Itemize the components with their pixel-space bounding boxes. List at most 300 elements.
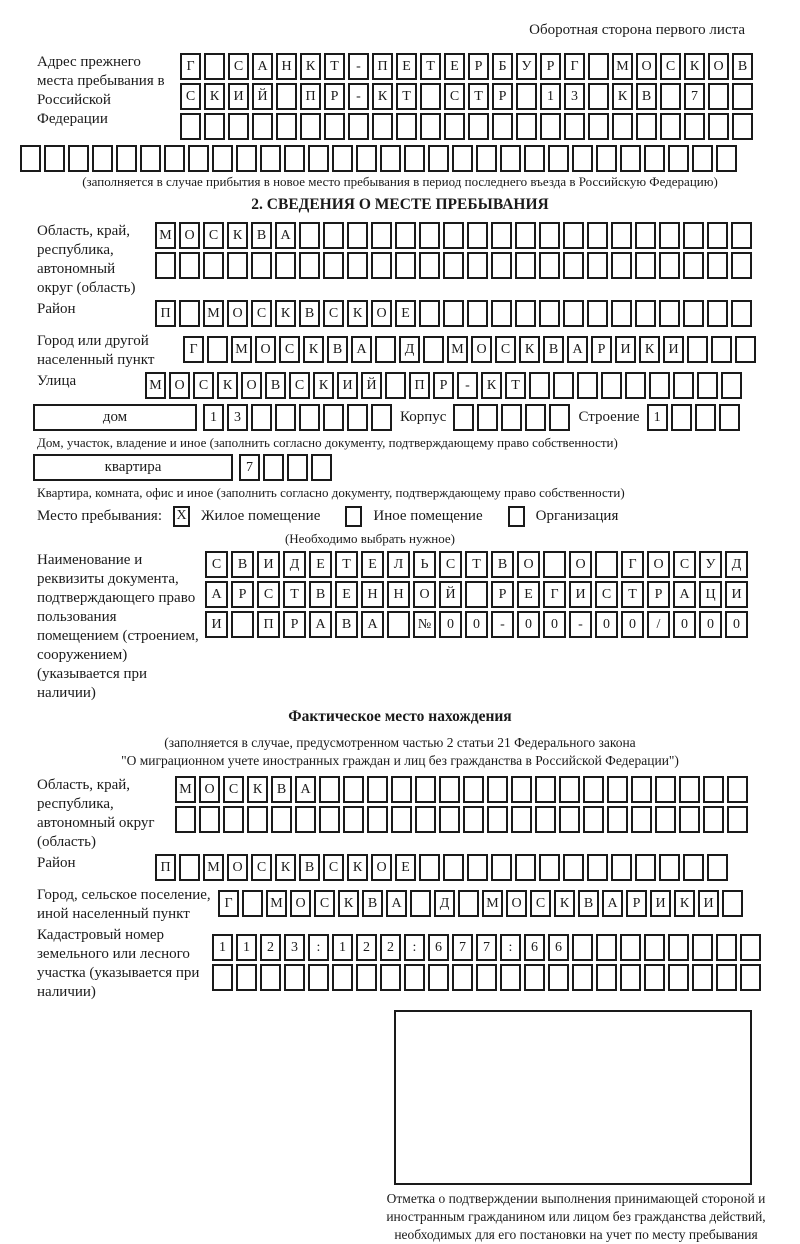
char-cell <box>673 372 694 399</box>
char-cell <box>655 776 676 803</box>
char-cell: М <box>145 372 166 399</box>
char-cell: Т <box>283 581 306 608</box>
char-cell <box>367 806 388 833</box>
char-cell: К <box>372 83 393 110</box>
char-cell <box>611 222 632 249</box>
grid-row-street <box>145 372 745 399</box>
char-cell: 6 <box>428 934 449 961</box>
char-cell <box>380 964 401 991</box>
char-cell: О <box>413 581 436 608</box>
char-cell: Р <box>324 83 345 110</box>
char-cell <box>587 252 608 279</box>
char-cell: А <box>295 776 316 803</box>
char-cell: Е <box>444 53 465 80</box>
confirmation-mark-caption: Отметка о подтверждении выполнения принимающей стороной и иностранным гражданином или лицом без гражданства действий, необходимых для его постановки на учет по месту пребывания <box>386 1191 766 1242</box>
char-cell <box>204 53 225 80</box>
char-cell: К <box>481 372 502 399</box>
char-cell <box>559 776 580 803</box>
char-cell <box>572 934 593 961</box>
char-cell <box>371 404 392 431</box>
char-cell <box>275 252 296 279</box>
char-cell: Р <box>540 53 561 80</box>
char-cell <box>276 83 297 110</box>
char-cell <box>387 611 410 638</box>
char-cell: В <box>309 581 332 608</box>
char-cell <box>332 964 353 991</box>
char-cell <box>583 776 604 803</box>
char-cell: Н <box>387 581 410 608</box>
char-cell: К <box>247 776 268 803</box>
char-cell: П <box>257 611 280 638</box>
char-cell <box>343 776 364 803</box>
char-cell: С <box>444 83 465 110</box>
house-label-box: дом <box>33 404 197 431</box>
char-cell <box>572 964 593 991</box>
char-cell <box>644 934 665 961</box>
char-cell <box>404 145 425 172</box>
char-cell <box>549 404 570 431</box>
char-cell: О <box>255 336 276 363</box>
char-cell <box>236 964 257 991</box>
grid-row-prev-4 <box>20 145 800 172</box>
char-cell <box>572 145 593 172</box>
char-cell: К <box>227 222 248 249</box>
grid-row-cadastre-2 <box>212 964 764 991</box>
char-cell: 7 <box>476 934 497 961</box>
char-cell: Т <box>335 551 358 578</box>
char-cell <box>44 145 65 172</box>
grid-row-korpus <box>453 404 573 431</box>
char-cell <box>607 776 628 803</box>
char-cell: 1 <box>540 83 561 110</box>
char-cell <box>732 113 753 140</box>
char-cell: О <box>227 854 248 881</box>
char-cell: О <box>647 551 670 578</box>
char-cell <box>708 83 729 110</box>
field-city-label: Город или другой населенный пункт <box>37 333 155 368</box>
char-cell <box>668 934 689 961</box>
char-cell <box>587 222 608 249</box>
char-cell <box>367 776 388 803</box>
char-cell <box>740 964 761 991</box>
char-cell <box>692 964 713 991</box>
field-actual-region-label: Область, край, республика, автономный округ (область) <box>37 777 155 850</box>
option-residential-label: Жилое помещение <box>201 507 321 524</box>
char-cell <box>175 806 196 833</box>
char-cell <box>548 964 569 991</box>
char-cell <box>659 222 680 249</box>
char-cell <box>668 964 689 991</box>
char-cell: У <box>516 53 537 80</box>
char-cell <box>671 404 692 431</box>
char-cell <box>458 890 479 917</box>
char-cell <box>319 776 340 803</box>
char-cell: Д <box>725 551 748 578</box>
char-cell <box>68 145 89 172</box>
char-cell <box>711 336 732 363</box>
char-cell: Е <box>361 551 384 578</box>
char-cell: 0 <box>517 611 540 638</box>
char-cell: О <box>179 222 200 249</box>
char-cell <box>308 145 329 172</box>
char-cell <box>347 404 368 431</box>
char-cell <box>692 145 713 172</box>
apartment-row <box>33 454 800 481</box>
char-cell <box>263 454 284 481</box>
char-cell <box>271 806 292 833</box>
char-cell <box>716 934 737 961</box>
char-cell: Е <box>309 551 332 578</box>
char-cell <box>707 252 728 279</box>
field-actual-city-label: Город, сельское поселение, иной населенный пункт <box>37 887 211 922</box>
char-cell: П <box>155 854 176 881</box>
char-cell: К <box>313 372 334 399</box>
char-cell <box>588 53 609 80</box>
char-cell <box>687 336 708 363</box>
char-cell: К <box>275 300 296 327</box>
char-cell <box>595 551 618 578</box>
grid-row-region-2 <box>155 252 755 279</box>
char-cell <box>299 252 320 279</box>
char-cell: Н <box>276 53 297 80</box>
char-cell: А <box>361 611 384 638</box>
char-cell: 3 <box>564 83 585 110</box>
char-cell: С <box>439 551 462 578</box>
char-cell: В <box>299 300 320 327</box>
grid-row-region-1 <box>155 222 755 249</box>
korpus-label: Корпус <box>400 409 447 425</box>
char-cell: В <box>362 890 383 917</box>
char-cell <box>491 222 512 249</box>
checkbox-organization <box>508 506 525 527</box>
char-cell: 6 <box>524 934 545 961</box>
char-cell <box>423 336 444 363</box>
char-cell <box>511 806 532 833</box>
char-cell: 1 <box>203 404 224 431</box>
char-cell: С <box>660 53 681 80</box>
char-cell <box>540 113 561 140</box>
char-cell: О <box>227 300 248 327</box>
char-cell <box>487 776 508 803</box>
char-cell <box>539 222 560 249</box>
char-cell <box>420 83 441 110</box>
char-cell <box>684 113 705 140</box>
char-cell <box>443 300 464 327</box>
char-cell <box>635 300 656 327</box>
grid-row-apartment <box>239 454 335 481</box>
char-cell: О <box>290 890 311 917</box>
char-cell: 1 <box>332 934 353 961</box>
char-cell <box>465 581 488 608</box>
char-cell <box>247 806 268 833</box>
char-cell <box>516 113 537 140</box>
char-cell: М <box>231 336 252 363</box>
char-cell: Р <box>591 336 612 363</box>
char-cell: Й <box>252 83 273 110</box>
char-cell <box>116 145 137 172</box>
char-cell <box>491 854 512 881</box>
char-cell <box>553 372 574 399</box>
char-cell <box>476 145 497 172</box>
char-cell <box>212 145 233 172</box>
char-cell <box>635 222 656 249</box>
char-cell <box>740 934 761 961</box>
grid-row-district <box>155 300 755 327</box>
char-cell <box>635 252 656 279</box>
char-cell: С <box>323 300 344 327</box>
section-2-title: 2. СВЕДЕНИЯ О МЕСТЕ ПРЕБЫВАНИЯ <box>251 196 549 213</box>
char-cell: Г <box>183 336 204 363</box>
char-cell: 2 <box>380 934 401 961</box>
char-cell: С <box>289 372 310 399</box>
char-cell <box>347 222 368 249</box>
char-cell: - <box>569 611 592 638</box>
char-cell <box>491 252 512 279</box>
char-cell <box>731 252 752 279</box>
char-cell <box>410 890 431 917</box>
char-cell <box>372 113 393 140</box>
field-street-label: Улица <box>37 373 77 389</box>
char-cell <box>179 300 200 327</box>
char-cell <box>491 300 512 327</box>
char-cell <box>443 854 464 881</box>
char-cell <box>452 145 473 172</box>
char-cell: В <box>265 372 286 399</box>
char-cell: Т <box>621 581 644 608</box>
char-cell <box>477 404 498 431</box>
char-cell <box>356 964 377 991</box>
char-cell <box>683 222 704 249</box>
char-cell <box>707 854 728 881</box>
char-cell: В <box>491 551 514 578</box>
char-cell: 7 <box>452 934 473 961</box>
char-cell <box>164 145 185 172</box>
char-cell <box>284 145 305 172</box>
char-cell <box>631 776 652 803</box>
char-cell <box>707 222 728 249</box>
field-prev-address-label: Адрес прежнего места пребывания в Российской Федерации <box>37 54 165 127</box>
char-cell: С <box>595 581 618 608</box>
char-cell <box>251 252 272 279</box>
char-cell: С <box>251 854 272 881</box>
char-cell: Т <box>396 83 417 110</box>
char-cell <box>391 806 412 833</box>
char-cell: Й <box>439 581 462 608</box>
field-city <box>37 332 800 370</box>
char-cell: Е <box>395 854 416 881</box>
char-cell: Е <box>395 300 416 327</box>
char-cell <box>539 854 560 881</box>
char-cell <box>419 222 440 249</box>
char-cell <box>631 806 652 833</box>
char-cell <box>319 806 340 833</box>
char-cell <box>515 252 536 279</box>
char-cell: 0 <box>465 611 488 638</box>
char-cell: К <box>300 53 321 80</box>
char-cell <box>620 934 641 961</box>
char-cell <box>636 113 657 140</box>
char-cell <box>515 300 536 327</box>
char-cell <box>395 252 416 279</box>
char-cell <box>644 964 665 991</box>
char-cell <box>660 83 681 110</box>
char-cell: К <box>684 53 705 80</box>
char-cell: Р <box>626 890 647 917</box>
char-cell: Т <box>465 551 488 578</box>
char-cell: К <box>612 83 633 110</box>
char-cell <box>204 113 225 140</box>
char-cell: 0 <box>699 611 722 638</box>
char-cell: С <box>314 890 335 917</box>
field-actual-city <box>37 886 800 924</box>
char-cell <box>708 113 729 140</box>
char-cell: В <box>271 776 292 803</box>
char-cell <box>300 113 321 140</box>
char-cell: И <box>205 611 228 638</box>
char-cell: Т <box>505 372 526 399</box>
char-cell: С <box>251 300 272 327</box>
char-cell: : <box>500 934 521 961</box>
char-cell <box>439 776 460 803</box>
house-caption: Дом, участок, владение и иное (заполнить согласно документу, подтверждающему право собственности) <box>37 435 618 450</box>
char-cell <box>467 222 488 249</box>
char-cell <box>332 145 353 172</box>
char-cell: А <box>351 336 372 363</box>
char-cell <box>428 145 449 172</box>
field-actual-region <box>37 776 800 852</box>
char-cell: 1 <box>236 934 257 961</box>
char-cell <box>380 145 401 172</box>
char-cell <box>659 252 680 279</box>
char-cell <box>731 300 752 327</box>
grid-row-doc-2 <box>205 581 751 608</box>
actual-location-note-1: (заполняется в случае, предусмотренном частью 2 статьи 21 Федерального закона <box>164 735 636 750</box>
char-cell: Г <box>621 551 644 578</box>
char-cell: И <box>228 83 249 110</box>
char-cell <box>695 404 716 431</box>
char-cell: В <box>543 336 564 363</box>
char-cell: Д <box>434 890 455 917</box>
char-cell <box>467 300 488 327</box>
char-cell <box>683 300 704 327</box>
char-cell <box>563 854 584 881</box>
char-cell <box>492 113 513 140</box>
char-cell: Д <box>283 551 306 578</box>
char-cell <box>419 300 440 327</box>
char-cell: П <box>155 300 176 327</box>
char-cell <box>500 964 521 991</box>
grid-row-house-number <box>203 404 395 431</box>
char-cell: Р <box>491 581 514 608</box>
char-cell <box>323 252 344 279</box>
char-cell: И <box>725 581 748 608</box>
char-cell: С <box>323 854 344 881</box>
stay-type-label: Место пребывания: <box>37 507 162 524</box>
char-cell: Р <box>433 372 454 399</box>
char-cell <box>287 454 308 481</box>
char-cell <box>404 964 425 991</box>
char-cell: О <box>517 551 540 578</box>
char-cell <box>611 300 632 327</box>
char-cell: Р <box>647 581 670 608</box>
char-cell: Г <box>180 53 201 80</box>
char-cell <box>707 300 728 327</box>
char-cell <box>719 404 740 431</box>
char-cell <box>601 372 622 399</box>
char-cell <box>722 890 743 917</box>
char-cell: П <box>372 53 393 80</box>
field-actual-district-label: Район <box>37 855 76 871</box>
char-cell <box>721 372 742 399</box>
char-cell: М <box>447 336 468 363</box>
char-cell <box>420 113 441 140</box>
char-cell: О <box>471 336 492 363</box>
char-cell: К <box>554 890 575 917</box>
char-cell <box>227 252 248 279</box>
char-cell <box>511 776 532 803</box>
char-cell <box>679 806 700 833</box>
char-cell: В <box>732 53 753 80</box>
char-cell <box>563 252 584 279</box>
field-region-grid <box>155 222 755 282</box>
char-cell <box>620 145 641 172</box>
char-cell <box>655 806 676 833</box>
char-cell <box>252 113 273 140</box>
char-cell <box>539 252 560 279</box>
char-cell: Р <box>492 83 513 110</box>
char-cell <box>735 336 756 363</box>
field-cadastre <box>37 926 800 1002</box>
char-cell <box>236 145 257 172</box>
char-cell <box>231 611 254 638</box>
char-cell: 1 <box>647 404 668 431</box>
char-cell: В <box>299 854 320 881</box>
char-cell: Г <box>543 581 566 608</box>
char-cell: В <box>335 611 358 638</box>
char-cell <box>371 252 392 279</box>
char-cell: Е <box>517 581 540 608</box>
char-cell <box>385 372 406 399</box>
char-cell <box>396 113 417 140</box>
char-cell: О <box>569 551 592 578</box>
char-cell <box>731 222 752 249</box>
char-cell: К <box>338 890 359 917</box>
char-cell: К <box>217 372 238 399</box>
char-cell <box>323 222 344 249</box>
char-cell: - <box>491 611 514 638</box>
char-cell <box>299 404 320 431</box>
char-cell: Л <box>387 551 410 578</box>
char-cell: Б <box>492 53 513 80</box>
char-cell <box>529 372 550 399</box>
confirmation-mark-box <box>394 1010 752 1185</box>
char-cell <box>563 222 584 249</box>
char-cell: 0 <box>543 611 566 638</box>
char-cell: С <box>193 372 214 399</box>
field-prev-address <box>37 53 800 143</box>
char-cell: - <box>457 372 478 399</box>
char-cell: И <box>698 890 719 917</box>
page-header-note: Оборотная сторона первого листа <box>529 22 745 38</box>
char-cell: 0 <box>673 611 696 638</box>
char-cell: А <box>275 222 296 249</box>
char-cell: Н <box>361 581 384 608</box>
char-cell: С <box>673 551 696 578</box>
field-cadastre-label: Кадастровый номер земельного или лесного участка (указывается при наличии) <box>37 927 200 1000</box>
char-cell <box>443 252 464 279</box>
char-cell: Й <box>361 372 382 399</box>
char-cell: К <box>275 854 296 881</box>
